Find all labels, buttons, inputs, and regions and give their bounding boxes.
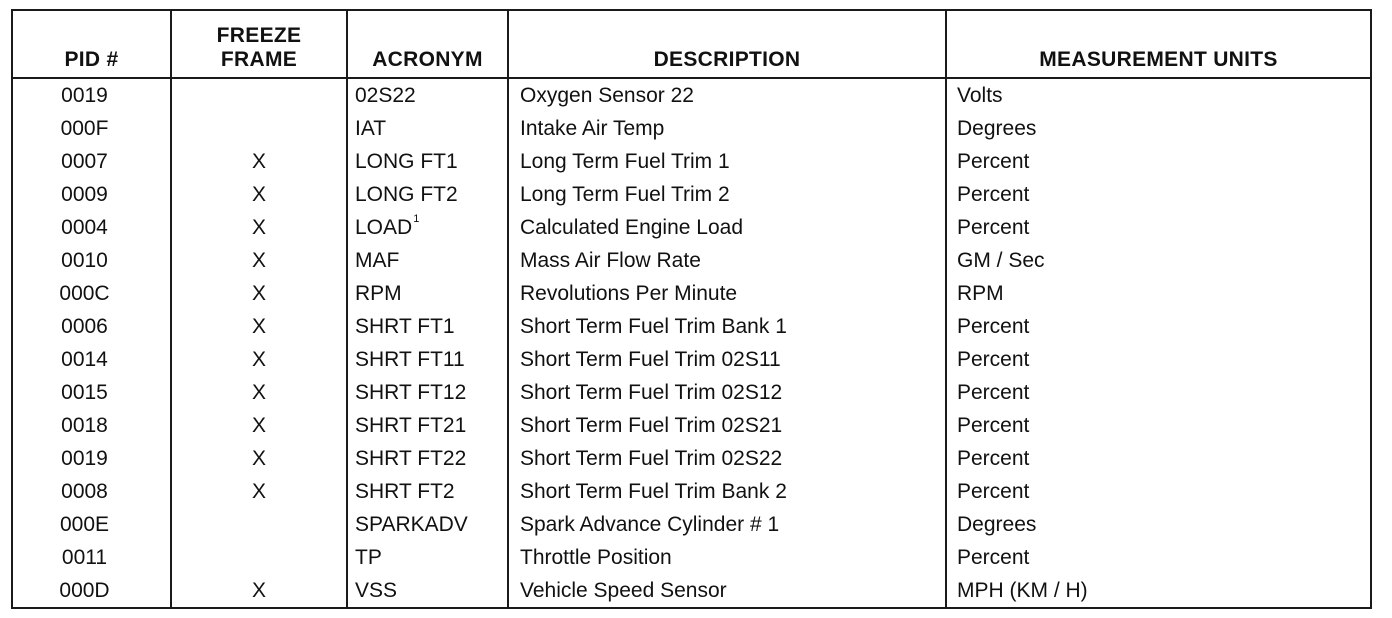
description-cell-text: Throttle Position — [520, 546, 672, 569]
description-cell — [508, 112, 946, 145]
pid-cell — [12, 145, 171, 178]
acronym-cell-text: 02S22 — [355, 84, 416, 107]
description-cell — [508, 343, 946, 376]
acronym-cell — [347, 376, 508, 409]
description-cell — [508, 310, 946, 343]
table-header — [12, 10, 1371, 78]
description-cell — [508, 442, 946, 475]
description-cell — [508, 211, 946, 244]
pid-cell-text: 0004 — [61, 216, 108, 239]
freeze-frame-cell-text: X — [251, 183, 266, 206]
column-header-measurement-units — [946, 10, 1371, 78]
measurement-units-cell-text: Percent — [957, 183, 1030, 206]
acronym-cell — [347, 409, 508, 442]
table-row — [12, 78, 1371, 112]
freeze-frame-cell-text: X — [251, 282, 266, 305]
pid-cell — [12, 244, 171, 277]
table-row — [12, 145, 1371, 178]
description-cell-text: Long Term Fuel Trim 2 — [520, 183, 730, 206]
measurement-units-cell — [946, 244, 1371, 277]
acronym-cell-text: SHRT FT11 — [355, 348, 465, 371]
measurement-units-cell — [946, 78, 1371, 112]
measurement-units-cell — [946, 508, 1371, 541]
acronym-cell — [347, 442, 508, 475]
description-cell-text: Short Term Fuel Trim Bank 1 — [520, 315, 787, 338]
table-row — [12, 310, 1371, 343]
pid-cell — [12, 277, 171, 310]
column-header-freeze-frame — [171, 10, 347, 78]
freeze-frame-cell — [171, 574, 347, 608]
measurement-units-cell-text: Percent — [957, 480, 1030, 503]
measurement-units-cell-text: Percent — [957, 216, 1030, 239]
column-header-description-label: DESCRIPTION — [653, 48, 801, 71]
measurement-units-cell-text: RPM — [957, 282, 1004, 305]
pid-cell-text: 0011 — [61, 546, 108, 569]
measurement-units-cell — [946, 112, 1371, 145]
pid-cell-text: 0015 — [61, 381, 108, 404]
freeze-frame-cell-text: X — [251, 447, 266, 470]
freeze-frame-cell-text: X — [251, 249, 266, 272]
pid-table — [11, 9, 1372, 609]
table-row — [12, 475, 1371, 508]
freeze-frame-cell-text: X — [251, 480, 266, 503]
pid-cell — [12, 376, 171, 409]
pid-cell — [12, 211, 171, 244]
description-cell — [508, 541, 946, 574]
acronym-cell-text: TP — [355, 546, 382, 569]
freeze-frame-cell — [171, 508, 347, 541]
description-cell-text: Intake Air Temp — [520, 117, 665, 140]
acronym-cell — [347, 211, 508, 244]
column-header-pid-label: PID # — [64, 48, 119, 71]
column-header-acronym-label: ACRONYM — [372, 48, 483, 71]
table-row — [12, 508, 1371, 541]
column-header-pid — [12, 10, 171, 78]
pid-cell-text: 000F — [60, 117, 109, 140]
description-cell-text: Short Term Fuel Trim 02S12 — [520, 381, 783, 404]
description-cell — [508, 376, 946, 409]
table-row — [12, 211, 1371, 244]
measurement-units-cell — [946, 343, 1371, 376]
freeze-frame-cell — [171, 78, 347, 112]
pid-cell — [12, 409, 171, 442]
acronym-cell-text: IAT — [355, 117, 387, 140]
freeze-frame-cell — [171, 442, 347, 475]
freeze-frame-cell — [171, 277, 347, 310]
acronym-cell-text: SHRT FT22 — [355, 447, 467, 470]
table-row — [12, 112, 1371, 145]
measurement-units-cell-text: Percent — [957, 150, 1030, 173]
description-cell — [508, 178, 946, 211]
acronym-cell-text: MAF — [355, 249, 400, 272]
acronym-cell — [347, 541, 508, 574]
freeze-frame-cell — [171, 145, 347, 178]
freeze-frame-cell — [171, 310, 347, 343]
freeze-frame-cell-text: X — [251, 381, 266, 404]
pid-cell — [12, 343, 171, 376]
acronym-cell — [347, 145, 508, 178]
description-cell-text: Vehicle Speed Sensor — [520, 579, 727, 602]
freeze-frame-cell-text: X — [251, 315, 266, 338]
measurement-units-cell-text: Percent — [957, 348, 1030, 371]
description-cell-text: Spark Advance Cylinder # 1 — [520, 513, 780, 536]
description-cell-text: Revolutions Per Minute — [520, 282, 738, 305]
description-cell — [508, 574, 946, 608]
freeze-frame-cell-text: X — [251, 348, 266, 371]
table-row — [12, 541, 1371, 574]
pid-cell — [12, 475, 171, 508]
column-header-freeze-frame-line2: FRAME — [220, 48, 298, 71]
pid-cell — [12, 78, 171, 112]
measurement-units-cell — [946, 475, 1371, 508]
measurement-units-cell — [946, 145, 1371, 178]
table-row — [12, 277, 1371, 310]
acronym-cell — [347, 244, 508, 277]
freeze-frame-cell-text: X — [251, 150, 266, 173]
description-cell — [508, 409, 946, 442]
description-cell-text: Oxygen Sensor 22 — [520, 84, 694, 107]
acronym-cell-text: LONG FT1 — [355, 150, 458, 173]
acronym-cell-text: VSS — [355, 579, 398, 602]
measurement-units-cell-text: Percent — [957, 447, 1030, 470]
measurement-units-cell — [946, 574, 1371, 608]
acronym-cell — [347, 310, 508, 343]
measurement-units-cell — [946, 409, 1371, 442]
measurement-units-cell-text: Degrees — [957, 513, 1037, 536]
measurement-units-cell — [946, 211, 1371, 244]
column-header-freeze-frame-line1: FREEZE — [216, 24, 302, 47]
acronym-cell-text: SHRT FT1 — [355, 315, 455, 338]
measurement-units-cell-text: Percent — [957, 414, 1030, 437]
header-row — [12, 10, 1371, 78]
acronym-cell — [347, 475, 508, 508]
measurement-units-cell — [946, 541, 1371, 574]
description-cell-text: Calculated Engine Load — [520, 216, 744, 239]
measurement-units-cell-text: Percent — [957, 546, 1030, 569]
description-cell-text: Mass Air Flow Rate — [520, 249, 701, 272]
freeze-frame-cell — [171, 541, 347, 574]
freeze-frame-cell — [171, 343, 347, 376]
measurement-units-cell-text: MPH (KM / H) — [957, 579, 1088, 602]
freeze-frame-cell — [171, 376, 347, 409]
freeze-frame-cell — [171, 211, 347, 244]
freeze-frame-cell — [171, 178, 347, 211]
table-row — [12, 244, 1371, 277]
freeze-frame-cell-text: X — [251, 414, 266, 437]
acronym-cell — [347, 574, 508, 608]
acronym-cell-text: SHRT FT21 — [355, 414, 467, 437]
pid-cell — [12, 112, 171, 145]
table-body — [12, 78, 1371, 608]
table-row — [12, 409, 1371, 442]
pid-cell-text: 000C — [59, 282, 110, 305]
table-row — [12, 574, 1371, 608]
acronym-cell-text: LONG FT2 — [355, 183, 458, 206]
measurement-units-cell — [946, 310, 1371, 343]
description-cell-text: Long Term Fuel Trim 1 — [520, 150, 730, 173]
pid-cell-text: 0018 — [61, 414, 108, 437]
pid-cell-text: 0008 — [61, 480, 108, 503]
column-header-acronym — [347, 10, 508, 78]
measurement-units-cell — [946, 442, 1371, 475]
freeze-frame-cell — [171, 409, 347, 442]
measurement-units-cell — [946, 178, 1371, 211]
measurement-units-cell-text: Volts — [957, 84, 1003, 107]
table-row — [12, 442, 1371, 475]
description-cell — [508, 145, 946, 178]
freeze-frame-cell — [171, 244, 347, 277]
description-cell-text: Short Term Fuel Trim 02S21 — [520, 414, 783, 437]
table-row — [12, 343, 1371, 376]
acronym-cell — [347, 112, 508, 145]
acronym-cell — [347, 277, 508, 310]
description-cell — [508, 244, 946, 277]
pid-cell-text: 0010 — [61, 249, 108, 272]
acronym-cell-text: SHRT FT2 — [355, 480, 455, 503]
column-header-description — [508, 10, 946, 78]
acronym-cell-text: RPM — [355, 282, 402, 305]
freeze-frame-cell-text: X — [251, 579, 266, 602]
description-cell — [508, 78, 946, 112]
pid-cell-text: 0014 — [61, 348, 108, 371]
acronym-cell — [347, 178, 508, 211]
description-cell-text: Short Term Fuel Trim Bank 2 — [520, 480, 787, 503]
pid-cell-text: 0019 — [61, 84, 108, 107]
pid-cell-text: 0019 — [61, 447, 108, 470]
acronym-cell-text: SPARKADV — [355, 513, 468, 536]
pid-cell-text: 0009 — [61, 183, 108, 206]
description-cell — [508, 508, 946, 541]
description-cell — [508, 475, 946, 508]
acronym-cell — [347, 78, 508, 112]
table-row — [12, 376, 1371, 409]
pid-cell — [12, 442, 171, 475]
measurement-units-cell — [946, 376, 1371, 409]
pid-cell-text: 0007 — [61, 150, 108, 173]
acronym-cell-text: SHRT FT12 — [355, 381, 467, 404]
measurement-units-cell-text: Percent — [957, 381, 1030, 404]
freeze-frame-cell-text: X — [251, 216, 266, 239]
freeze-frame-cell — [171, 475, 347, 508]
description-cell — [508, 277, 946, 310]
pid-cell — [12, 310, 171, 343]
pid-cell — [12, 178, 171, 211]
acronym-cell — [347, 508, 508, 541]
measurement-units-cell — [946, 277, 1371, 310]
column-header-measurement-units-label: MEASUREMENT UNITS — [1039, 48, 1278, 71]
measurement-units-cell-text: Degrees — [957, 117, 1037, 140]
pid-cell — [12, 508, 171, 541]
table-row — [12, 178, 1371, 211]
acronym-cell-text: LOAD — [355, 216, 413, 239]
description-cell-text: Short Term Fuel Trim 02S22 — [520, 447, 783, 470]
acronym-cell — [347, 343, 508, 376]
pid-cell-text: 000D — [59, 579, 110, 602]
description-cell-text: Short Term Fuel Trim 02S11 — [520, 348, 781, 371]
measurement-units-cell-text: Percent — [957, 315, 1030, 338]
pid-cell — [12, 541, 171, 574]
measurement-units-cell-text: GM / Sec — [957, 249, 1045, 272]
footnote-marker: 1 — [413, 213, 420, 225]
pid-cell — [12, 574, 171, 608]
freeze-frame-cell — [171, 112, 347, 145]
pid-cell-text: 000E — [59, 513, 110, 536]
pid-cell-text: 0006 — [61, 315, 108, 338]
